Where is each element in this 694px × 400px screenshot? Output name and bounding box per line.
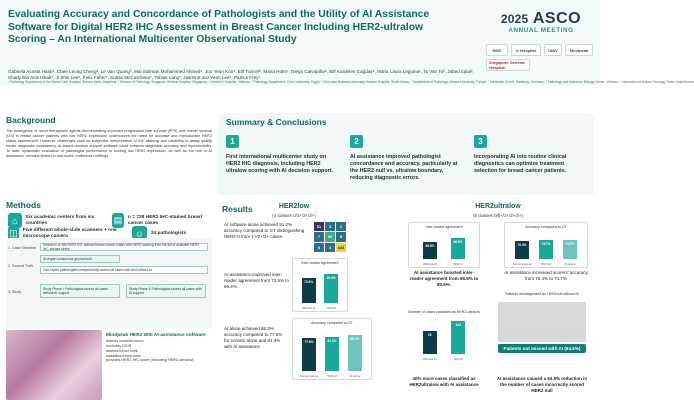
flow-box-selection: Selection of 485 HER2 IHC stained breast cancer cases with HER2 staining from the list of available HER2 IHC stained slides — [40, 243, 208, 251]
summary-text: AI assistance improved pathologist concordance and accuracy, particularly at the HER2 null vs. ultralow boundary, reducing diagnostic errors. — [350, 154, 458, 182]
methods-centers: ⌂ Six academic centers from six countries — [8, 213, 108, 228]
caption-accuracy: AI assistance increased scorers' accuracy from 70.4% to 74.7% — [504, 270, 588, 281]
step-case-selection: 1. Case Selection — [8, 246, 37, 250]
category-label: Scorers alone — [512, 262, 532, 266]
bar-value-label: 74.7% — [565, 241, 575, 246]
summary-item-1 — [226, 131, 338, 175]
matrix-cell: 51 — [314, 222, 324, 231]
results-title: Results — [222, 204, 253, 214]
logo-university: UNIV — [544, 44, 562, 56]
software-item: classifies tumor cells — [106, 353, 141, 358]
bar-separator — [498, 328, 586, 342]
category-label: Scorers alone — [299, 374, 319, 378]
matrix-cell: 5 — [336, 232, 346, 241]
flow-box-gt: 3x expert consensus ground truth — [40, 255, 120, 263]
her2ultralow-subtitle: (5 classes 0/0+/1+/2+/3+) — [473, 213, 523, 218]
chart-ultralow-interreader — [408, 222, 480, 268]
background-section — [6, 115, 212, 195]
results-section — [218, 200, 594, 400]
matrix-cell: 20 — [325, 232, 335, 241]
confusion-matrix — [314, 222, 346, 252]
chart-ultralow-accuracy — [504, 222, 588, 268]
bar-misdiagnosed-without-ai — [498, 302, 586, 328]
her2ultralow-title: HER2ultralow — [475, 203, 521, 210]
summary-text: First international multicenter study on HER2 IHC diagnosis, including HER2 ultralow scoring with AI decision support. — [226, 154, 334, 175]
caption-interreader: AI assistance boosted inter-reader agreement from 65.6% to 80.6%. — [409, 270, 479, 287]
background-text: The emergence of novel therapeutic agents demonstrating improved progression-free survival (PFS) and overall survival (OS) in breast cancer patients with low HER2 expression underscores the need for accurate and reproducible HER2 status assessment. However, challenges such as subjective interpretation of IHC staining and variability in assay quality hinder diagnostic consistency. AI-based decision support software could enhance diagnostic accuracy and reproducibility. To date, systematic evaluation of pathologist performance in scoring low HER2 expression, as well as the role of AI assistance, remains limited in real-world, multicenter settings. — [6, 129, 212, 158]
matrix-cell: 1 — [336, 222, 346, 231]
summary-item-3 — [474, 131, 586, 175]
chart-title: Patients misdiagnosed as HER2null without AI — [505, 292, 579, 296]
category-label: AI alone — [564, 262, 576, 266]
methods-section — [6, 200, 212, 210]
her2low-subtitle: (4 classes 0/1+/2+/3+) — [272, 213, 316, 218]
category-label: With AI — [453, 262, 463, 266]
matrix-cell: 4 — [325, 243, 335, 252]
building-icon: ⌂ — [8, 213, 22, 228]
flow-box-experts: Two expert pathologists independently scored all cases with and without AI — [40, 266, 208, 274]
category-label: With AI — [326, 306, 337, 310]
asco-logo — [488, 10, 594, 34]
category-label: With AI — [541, 262, 551, 266]
summary-number: 2 — [350, 135, 363, 148]
logo-mindpeak: Mindpeak — [565, 44, 593, 56]
chart-title: Accuracy compared to GT — [311, 321, 353, 325]
software-description — [106, 333, 212, 363]
summary-item-2 — [350, 131, 462, 182]
author-list: Gabriela Acosta Haab¹, Chee Leong Cheng², Le Van Quang³, Mai Soliman Mohammed Ahmed⁴, Joo Yeon Koo⁵, Elif Tuncel⁶, Maria Holm⁷, Diego Calvopiña⁸, Elif Kardelen Cağdaş⁹, Maria Laura Leguina¹, Ta Van To³, Jabed Iqbal², Shady Ela Anis Ishak⁴, Ji Shin Lee⁵, Felix Faber⁷, Susan McCutcheon⁷, Tobias Lang⁷, Jasmine Joo Yeon Lee⁵, Patrick Frey⁷ — [8, 69, 474, 80]
bar-value-label: 77.6% — [304, 340, 314, 345]
summary-section — [218, 113, 594, 195]
people-icon: ☺ — [132, 226, 147, 241]
category-label: Without AI — [423, 262, 437, 266]
bar-value-label: 80.6% — [453, 240, 463, 245]
category-label: With AI — [327, 374, 337, 378]
event-meeting: ANNUAL MEETING — [508, 27, 574, 34]
logo-k-hospital: K Hospital — [511, 44, 541, 56]
software-title: Mindpeak HER2 WSI AI-assistance software — [106, 333, 206, 338]
matrix-cell: 0 — [314, 243, 324, 252]
bar-value-label: 86.3% — [350, 336, 360, 341]
event-name: ASCO — [532, 10, 582, 27]
category-label: With AI — [453, 357, 464, 361]
chart-misdiagnosed — [492, 290, 592, 372]
bar-value-label: 78 — [427, 332, 432, 337]
category-label: Without AI — [422, 357, 437, 361]
poster-title: Evaluating Accuracy and Concordance of Pathologists and the Utility of AI Assistance Software for Digital HER2 IHC Assessment in Breast Cancer Including HER2-ultralow Scoring – An International Multicenter Observational Study — [8, 9, 430, 46]
tissue-slide-image — [6, 330, 102, 400]
methods-title: Methods — [6, 200, 41, 210]
methods-cases: ▤ n = 728 HER2 IHC-stained breast cancer cases — [112, 213, 212, 228]
finding-interreader: AI-assistance improved inter-reader agreement from 73.5% to 86.4%. — [224, 272, 290, 290]
logo-sgh: Singapore General Hospital — [486, 59, 530, 71]
bar-value-label: 109 — [455, 323, 461, 328]
summary-text: Incorporating AI into routine clinical diagnostics can optimize treatment selection for breast cancer patients. — [474, 154, 567, 175]
summary-title: Summary & Conclusions — [226, 117, 327, 127]
slide-icon: ▤ — [112, 213, 124, 228]
bar-value-label: 70.4% — [517, 242, 527, 247]
scanner-icon: ◫ — [8, 226, 19, 241]
step-study: 3. Study — [8, 290, 22, 294]
bar-value-label: 73.5% — [304, 280, 314, 285]
background-title: Background — [6, 115, 56, 125]
step-ground-truth: 2. Ground Truth — [8, 264, 34, 268]
chart-ultralow-cases — [408, 308, 480, 362]
highlight-not-missed: Patients not missed with AI (64.5%) — [498, 344, 586, 353]
finding-ai-accuracy: AI software alone achieved 91.2% accuracy compared to GT distinguishing HER2 0 from 1+/2+/3+ cases. — [224, 222, 305, 240]
caption-misdiagnosed: AI assistance caused a 64.5% reduction in the number of cases incorrectly scored HER2 null — [496, 376, 588, 393]
software-item: detects invasive tumor — [106, 338, 144, 343]
software-item: provides HER2 IHC score (including HER2-ultralow) — [106, 358, 194, 363]
logo-hmc: HMC — [486, 44, 508, 56]
bar-value-label: 65.6% — [425, 243, 435, 248]
bar-value-label: 81.3% — [327, 338, 337, 343]
chart-title: Accuracy compared to GT — [525, 225, 567, 229]
bar-value-label: 74.7% — [541, 241, 551, 246]
chart-title: Inter-reader agreement — [301, 261, 339, 265]
methods-pathologists: ☺ 24 pathologists — [132, 226, 212, 241]
matrix-cell: 7 — [314, 232, 324, 241]
caption-ultralow-cases: 40% more cases classified as HER2ultralow with AI assistance — [409, 376, 479, 387]
affiliations: ¹ Pathology Department of the María Curie Hospital, Buenos Aires, Argentina; ² Division of Pathology, Singapore General Hospital, Singapore; ³ Central K Hospital, Vietnam; ⁴ Pathology Department, Cairo University, Egypt; ⁵ Chonnam National University Hwasun Hospital, South Korea; ⁶ Department of Pathology, Ankara University, Türkiye; ⁷ Mindpeak GmbH, Hamburg, Germany; ⁸ Pathology and Molecular Biology Center, Vietnam; ⁹ International Medical Oncology Team, AstraZeneca — [8, 80, 694, 84]
institution-logos — [486, 44, 596, 71]
flow-box-phase1: Study Phase I: Pathologists scored all cases without AI support — [40, 284, 120, 298]
summary-number: 1 — [226, 135, 239, 148]
matrix-cell: 3 — [325, 222, 335, 231]
matrix-cell: 443 — [336, 243, 346, 252]
flow-box-phase2: Study Phase II: Pathologists scored all cases with AI support — [126, 284, 206, 298]
chart-title: Inter-reader agreement — [425, 225, 463, 229]
chart-her2low-accuracy — [292, 318, 372, 380]
category-label: AI alone — [349, 374, 361, 378]
chart-title: Number of cases classified as HER2-ultralow — [408, 310, 480, 314]
category-label: Without AI — [301, 306, 316, 310]
software-item: excludes DCIS — [106, 343, 132, 348]
poster-header — [0, 0, 694, 86]
finding-accuracy: AI alone achieved 86.3% accuracy compared to 77.6% for scorers alone and 81.3% with AI assistance. — [224, 326, 283, 350]
chart-her2low-interreader — [292, 258, 348, 312]
bar-value-label: 86.4% — [326, 275, 336, 280]
methods-scanners: ◫ Five different whole-slide scanners + one microscope camera — [8, 226, 123, 241]
study-flow — [6, 238, 212, 328]
summary-number: 3 — [474, 135, 487, 148]
software-item: detects tumor cells — [106, 348, 138, 353]
event-year: 2025 — [500, 12, 529, 26]
her2low-title: HER2low — [278, 203, 310, 210]
